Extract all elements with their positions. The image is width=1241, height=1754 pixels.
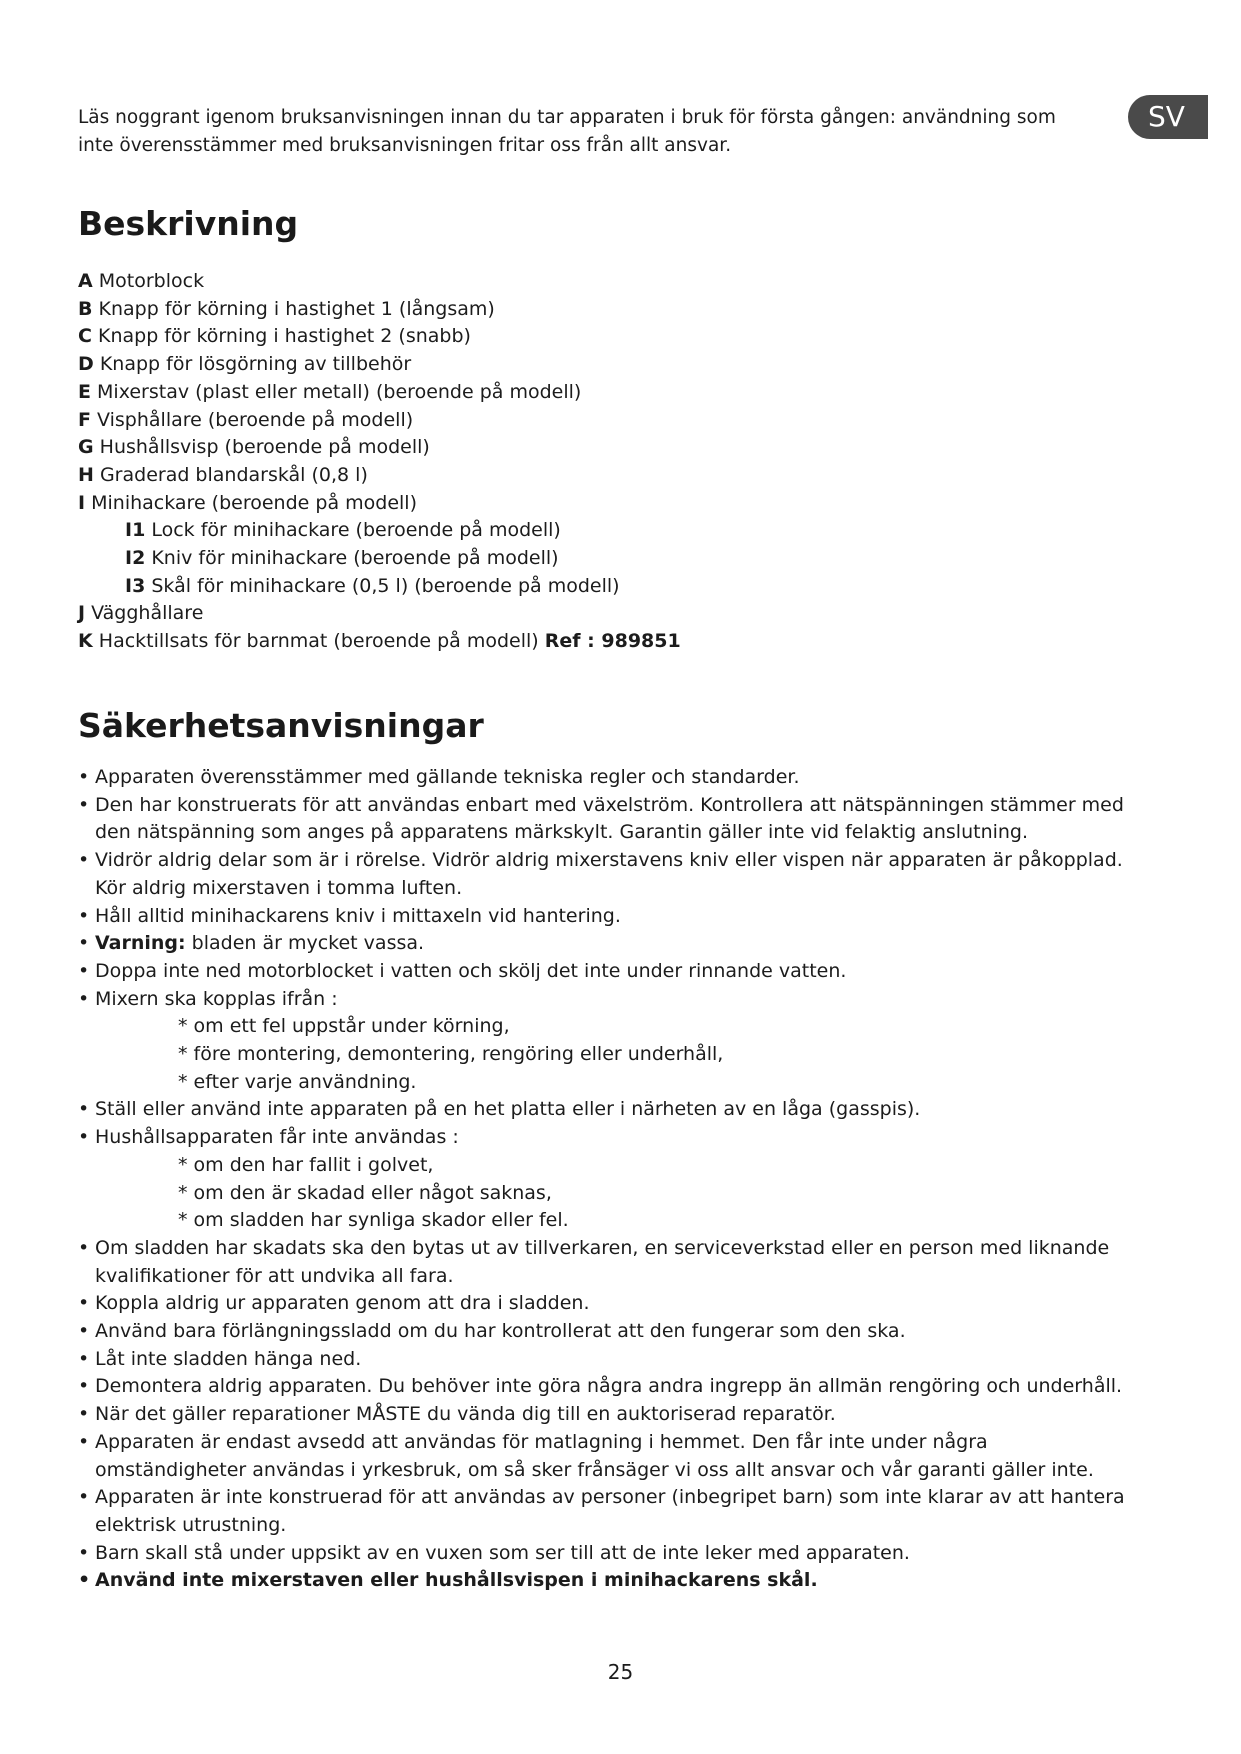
safety-heading: Säkerhetsanvisningar xyxy=(78,706,484,745)
list-item: I3 Skål för minihackare (0,5 l) (beroende på modell) xyxy=(125,574,620,597)
list-item: C Knapp för körning i hastighet 2 (snabb) xyxy=(78,325,471,348)
reference-number: Ref : 989851 xyxy=(544,630,681,653)
list-item: I2 Kniv för minihackare (beroende på modell) xyxy=(125,547,559,570)
list-item: • Om sladden har skadats ska den bytas ut av tillverkaren, en serviceverkstad eller en person med liknande kvalifikationer för att undvika all fara. xyxy=(78,1235,1138,1290)
list-item: • Koppla aldrig ur apparaten genom att dra i sladden. xyxy=(78,1290,1138,1318)
list-item: • Demontera aldrig apparaten. Du behöver inte göra några andra ingrepp än allmän rengöring och underhåll. xyxy=(78,1373,1138,1401)
list-item: • Vidrör aldrig delar som är i rörelse. Vidrör aldrig mixerstavens kniv eller vispen när apparaten är påkopplad. Kör aldrig mixerstaven i tomma luften. xyxy=(78,847,1138,902)
list-item: K Hacktillsats för barnmat (beroende på modell) Ref : 989851 xyxy=(78,630,681,653)
list-item: D Knapp för lösgörning av tillbehör xyxy=(78,353,412,376)
warning-item: • Varning: bladen är mycket vassa. xyxy=(78,930,1138,958)
list-item: • Mixern ska kopplas ifrån : xyxy=(78,986,1138,1014)
list-item: • Den har konstruerats för att användas enbart med växelström. Kontrollera att nätspänningen stämmer med den nätspänning som anges på apparatens märkskylt. Garantin gäller inte vid felaktig anslutning. xyxy=(78,792,1138,847)
list-item: H Graderad blandarskål (0,8 l) xyxy=(78,463,368,486)
list-item: • Apparaten är inte konstruerad för att användas av personer (inbegripet barn) som inte klarar av att hantera elektrisk utrustning. xyxy=(78,1484,1138,1539)
sub-item: * om sladden har synliga skador eller fel. xyxy=(178,1209,569,1232)
list-item: J Vägghållare xyxy=(78,602,204,625)
description-list xyxy=(78,268,1118,656)
list-item: F Visphållare (beroende på modell) xyxy=(78,408,414,431)
list-item: I1 Lock för minihackare (beroende på modell) xyxy=(125,519,561,542)
list-item: • Ställ eller använd inte apparaten på en het platta eller i närheten av en låga (gasspis). xyxy=(78,1096,1138,1124)
list-item: E Mixerstav (plast eller metall) (beroende på modell) xyxy=(78,380,582,403)
intro-paragraph: Läs noggrant igenom bruksanvisningen innan du tar apparaten i bruk för första gången: användning som inte överensstämmer med bruksanvisningen fritar oss från allt ansvar. xyxy=(78,107,1056,156)
description-heading: Beskrivning xyxy=(78,204,299,243)
list-item: • Använd bara förlängningssladd om du har kontrollerat att den fungerar som den ska. xyxy=(78,1318,1138,1346)
sub-item: * om ett fel uppstår under körning, xyxy=(178,1015,510,1038)
list-item: • Använd inte mixerstaven eller hushållsvispen i minihackarens skål. xyxy=(78,1567,1138,1595)
list-item: G Hushållsvisp (beroende på modell) xyxy=(78,436,430,459)
list-item: • Hushållsapparaten får inte användas : xyxy=(78,1124,1138,1152)
list-item: A Motorblock xyxy=(78,270,205,292)
list-item: • När det gäller reparationer MÅSTE du vända dig till en auktoriserad reparatör. xyxy=(78,1401,1138,1429)
safety-list xyxy=(78,764,1138,1595)
list-item: • Låt inte sladden hänga ned. xyxy=(78,1346,1138,1374)
list-item: • Apparaten är endast avsedd att användas för matlagning i hemmet. Den får inte under några omständigheter användas i yrkesbruk, om så sker frånsäger vi oss allt ansvar och vår garanti gäller inte. xyxy=(78,1429,1138,1484)
sub-item: * efter varje användning. xyxy=(178,1070,417,1093)
list-item: I Minihackare (beroende på modell) xyxy=(78,491,417,514)
sub-item: * om den har fallit i golvet, xyxy=(178,1153,434,1176)
page-number: 25 xyxy=(607,1660,634,1684)
list-item: • Barn skall stå under uppsikt av en vuxen som ser till att de inte leker med apparaten. xyxy=(78,1540,1138,1568)
list-item: • Doppa inte ned motorblocket i vatten och skölj det inte under rinnande vatten. xyxy=(78,958,1138,986)
list-item: B Knapp för körning i hastighet 1 (långsam) xyxy=(78,297,495,320)
list-item: • Apparaten överensstämmer med gällande tekniska regler och standarder. xyxy=(78,764,1138,792)
language-badge: SV xyxy=(1128,95,1208,139)
sub-item: * före montering, demontering, rengöring eller underhåll, xyxy=(178,1043,724,1066)
list-item: • Håll alltid minihackarens kniv i mittaxeln vid hantering. xyxy=(78,903,1138,931)
sub-item: * om den är skadad eller något saknas, xyxy=(178,1181,552,1204)
